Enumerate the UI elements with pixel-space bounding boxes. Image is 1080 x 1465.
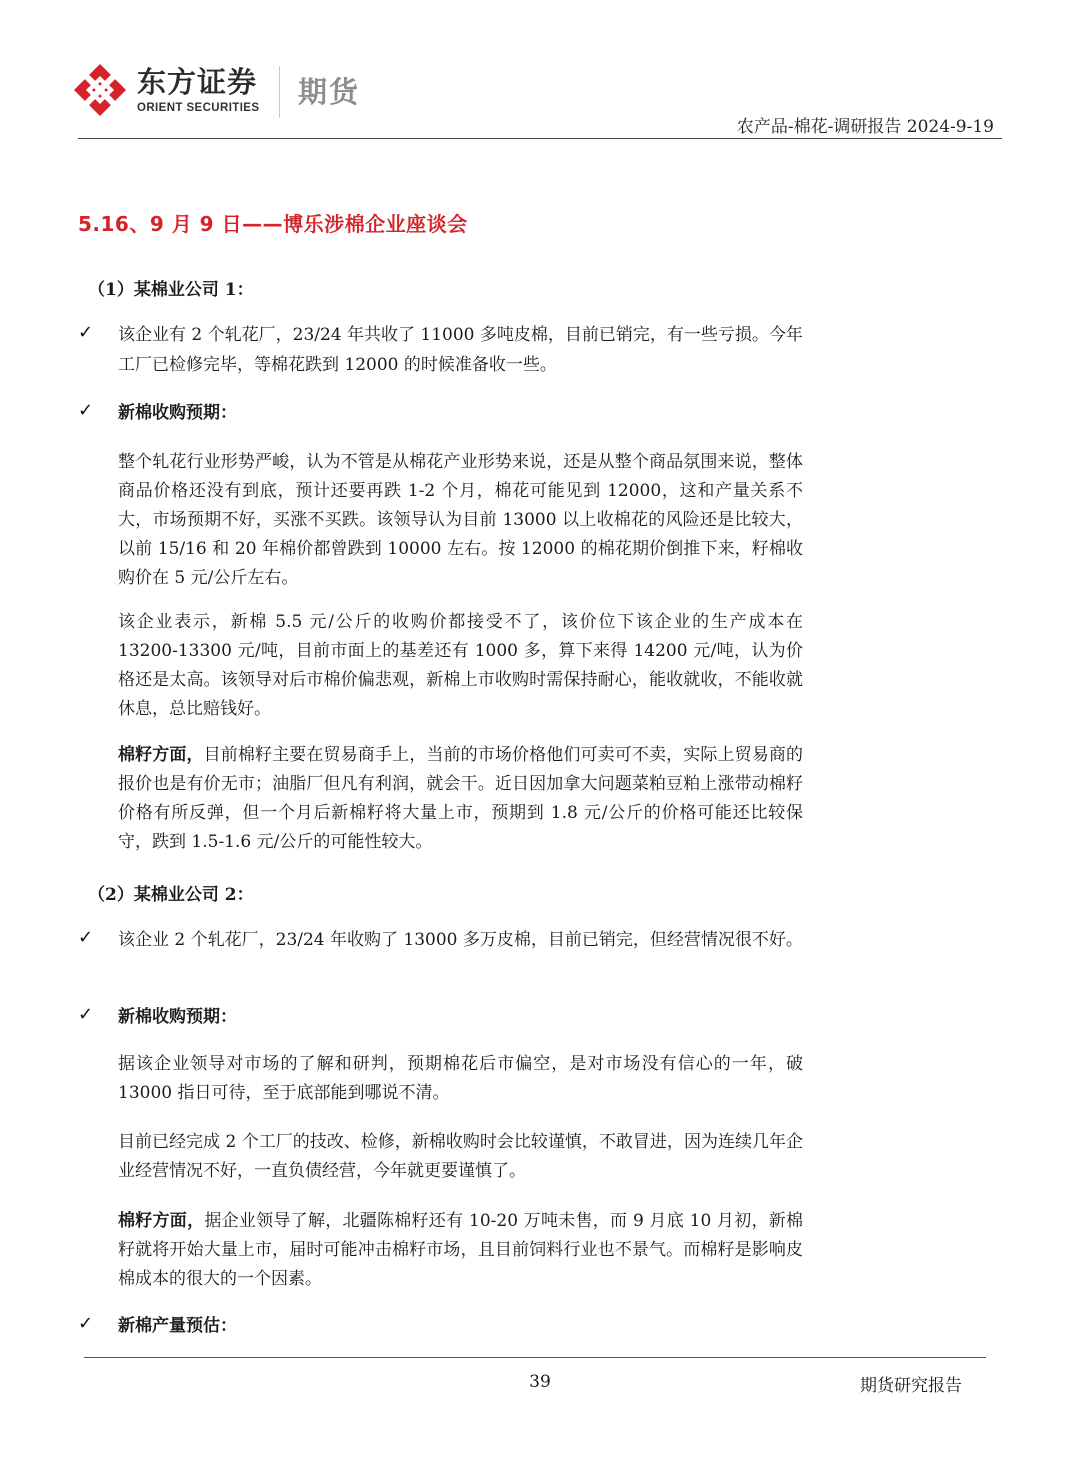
company1-bullet-overview [78,320,808,384]
company1-heading: （1）某棉业公司 1： [88,280,254,300]
company2-paragraph-cottonseed [118,1207,803,1294]
page-number: 39 [529,1372,551,1392]
report-tag: 农产品-棉花-调研报告 2024-9-19 [736,117,994,137]
cottonseed-text: 据企业领导了解，北疆陈棉籽还有 10-20 万吨未售，而 9 月底 10 月初，新棉籽就将开始大量上市，届时可能冲击棉籽市场，且目前饲料行业也不景气。而棉籽是影响皮棉成本的很大的一个因素。 [118,1211,804,1289]
company1-bullet-expectation [78,398,808,428]
bullet-text: 新棉产量预估： [118,1316,237,1336]
bullet-text: 该企业有 2 个轧花厂，23/24 年共收了 11000 多吨皮棉，目前已销完，有一些亏损。今年工厂已检修完毕，等棉花跌到 12000 的时候准备收一些。 [118,325,803,375]
cottonseed-text: 目前棉籽主要在贸易商手上，当前的市场价格他们可卖可不卖，实际上贸易商的报价也是有价无市；油脂厂但凡有利润，就会干。近日因加拿大问题菜粕豆粕上涨带动棉籽价格有所反弹，但一个月后新棉籽将大量上市，预期到 1.8 元/公斤的价格可能还比较保守，跌到 1.5-1.6 元/公斤的可能性较大。 [118,745,804,852]
check-icon: ✓ [78,400,94,421]
check-icon: ✓ [78,1313,94,1334]
section-title: 5.16、9 月 9 日——博乐涉棉企业座谈会 [78,212,468,236]
footer-tag: 期货研究报告 [860,1376,962,1396]
company2-bullet-expectation [78,1002,808,1032]
brand-suffix: 期货 [298,75,361,109]
check-icon: ✓ [78,322,94,343]
cottonseed-label: 棉籽方面， [118,1211,205,1231]
brand-name-cn: 东方证券 [137,65,258,99]
brand-block [137,66,259,114]
header-rule [78,138,1002,139]
bullet-text: 新棉收购预期： [118,403,237,423]
company2-paragraph-2: 目前已经完成 2 个工厂的技改、检修，新棉收购时会比较谨慎，不敢冒进，因为连续几年企业经营情况不好，一直负债经营，今年就更要谨慎了。 [118,1132,803,1181]
company1-paragraph-2: 该企业表示，新棉 5.5 元/公斤的收购价都接受不了，该价位下该企业的生产成本在 13200-13300 元/吨，目前市面上的基差还有 1000 多，算下来得 14200 元/吨，认为价格还是太高。该领导对后市棉价偏悲观，新棉上市收购时需保持耐心，能收就收，不能收就休息，总比赔钱好。 [118,612,803,719]
brand-divider [279,66,280,118]
company1-paragraph-cottonseed [118,741,803,857]
brand-name-en: ORIENT SECURITIES [137,102,260,114]
company1-paragraph-1: 整个轧花行业形势严峻，认为不管是从棉花产业形势来说，还是从整个商品氛围来说，整体商品价格还没有到底，预计还要再跌 1-2 个月，棉花可能见到 12000，这和产量关系不大，市场预期不好，买涨不买跌。该领导认为目前 13000 以上收棉花的风险还是比较大，以前 15/16 和 20 年棉价都曾跌到 10000 左右。按 12000 的棉花期价倒推下来，籽棉收购价在 5 元/公斤左右。 [118,452,803,588]
bullet-text: 该企业 2 个轧花厂，23/24 年收购了 13000 多万皮棉，目前已销完，但经营情况很不好。 [118,930,803,950]
company2-bullet-overview [78,925,808,985]
footer-rule [84,1357,986,1358]
cottonseed-label: 棉籽方面， [118,745,204,765]
company2-bullet-output [78,1311,808,1341]
check-icon: ✓ [78,1004,94,1025]
orient-securities-logo [72,62,128,118]
company2-heading: （2）某棉业公司 2： [88,885,254,905]
company2-paragraph-1: 据该企业领导对市场的了解和研判，预期棉花后市偏空，是对市场没有信心的一年，破 13000 指日可待，至于底部能到哪说不清。 [118,1054,803,1103]
bullet-text: 新棉收购预期： [118,1007,237,1027]
check-icon: ✓ [78,927,94,948]
